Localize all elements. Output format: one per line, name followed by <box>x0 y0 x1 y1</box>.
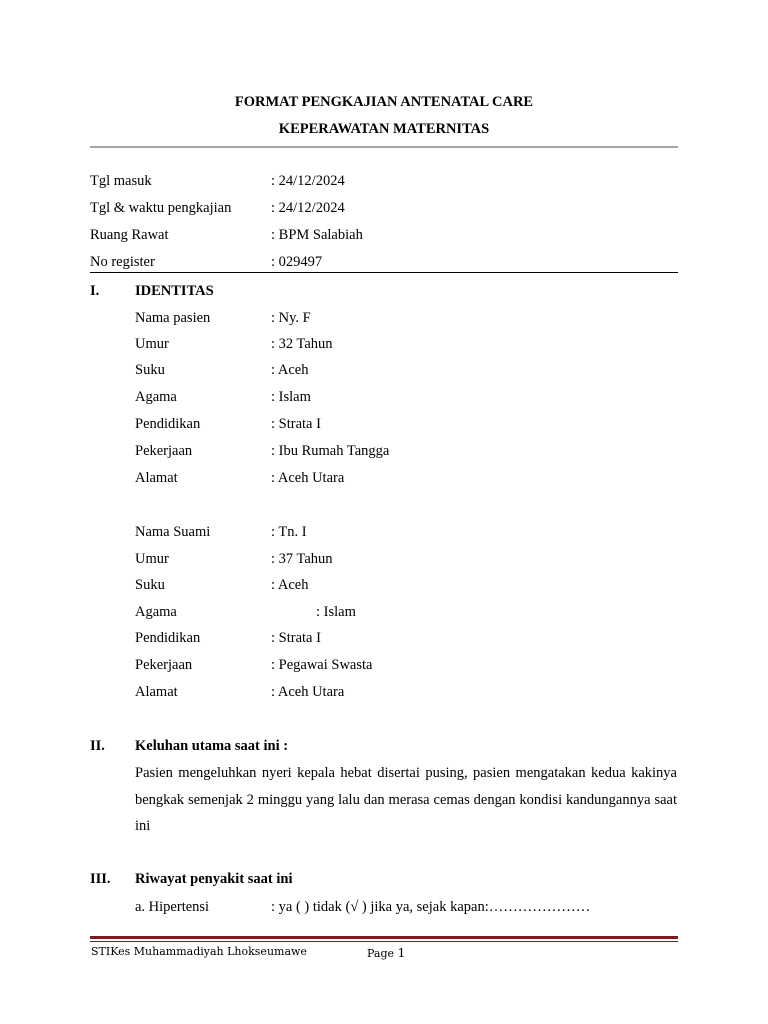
admin-label-tgl-masuk: Tgl masuk <box>90 173 152 189</box>
footer-page-number: 1 <box>397 945 406 960</box>
admin-divider <box>90 272 678 273</box>
admin-label-ruang: Ruang Rawat <box>90 227 169 243</box>
admin-value-ruang: : BPM Salabiah <box>271 227 363 243</box>
husband-label: Umur <box>135 551 169 567</box>
footer-page-label: Page <box>367 947 395 960</box>
husband-label: Pendidikan <box>135 630 201 646</box>
patient-label: Umur <box>135 336 169 352</box>
footer-rule-thick <box>90 936 678 939</box>
admin-value-tgl-masuk: : 24/12/2024 <box>271 173 345 189</box>
patient-value: : 32 Tahun <box>271 336 333 352</box>
complaint-paragraph: Pasien mengeluhkan nyeri kepala hebat disertai pusing, pasien mengatakan kedua kakinya bengkak semenjak 2 minggu yang lalu dan merasa cemas dengan kondisi kandungannya saat ini <box>135 765 677 834</box>
section-3-heading: Riwayat penyakit saat ini <box>135 871 293 887</box>
hypertension-value: : ya ( ) tidak (√ ) jika ya, sejak kapan:………………… <box>271 899 591 915</box>
husband-value: : Tn. I <box>271 524 307 540</box>
section-2-number: II. <box>90 738 105 754</box>
patient-label: Pekerjaan <box>135 443 193 459</box>
hypertension-label: a. Hipertensi <box>135 899 210 915</box>
section-1-heading: IDENTITAS <box>135 283 214 299</box>
admin-value-register: : 029497 <box>271 254 323 270</box>
husband-value: : Strata I <box>271 630 321 646</box>
patient-label: Pendidikan <box>135 416 201 432</box>
section-2-heading: Keluhan utama saat ini : <box>135 738 289 754</box>
husband-value: : Aceh Utara <box>271 684 345 700</box>
husband-value: : 37 Tahun <box>271 551 333 567</box>
patient-label: Nama pasien <box>135 310 211 326</box>
admin-value-tgl-waktu: : 24/12/2024 <box>271 200 345 216</box>
husband-label: Alamat <box>135 684 178 700</box>
husband-value: : Islam <box>316 604 356 620</box>
footer-rule-thin <box>90 941 678 942</box>
husband-value: : Aceh <box>271 577 309 593</box>
husband-label: Agama <box>135 604 177 620</box>
patient-label: Suku <box>135 362 165 378</box>
husband-label: Suku <box>135 577 165 593</box>
patient-value: : Ibu Rumah Tangga <box>271 443 390 459</box>
footer-institution: STIKes Muhammadiyah Lhokseumawe <box>91 945 307 958</box>
patient-value: : Aceh <box>271 362 309 378</box>
patient-value: : Ny. F <box>271 310 311 326</box>
document-subtitle: KEPERAWATAN MATERNITAS <box>278 121 490 137</box>
patient-label: Agama <box>135 389 177 405</box>
footer-page <box>367 945 405 960</box>
husband-value: : Pegawai Swasta <box>271 657 373 673</box>
header-divider <box>90 146 678 148</box>
section-3-number: III. <box>90 871 111 887</box>
patient-value: : Aceh Utara <box>271 470 345 486</box>
section-1-number: I. <box>90 283 100 299</box>
patient-value: : Islam <box>271 389 311 405</box>
admin-label-tgl-waktu: Tgl & waktu pengkajian <box>90 200 232 216</box>
patient-label: Alamat <box>135 470 178 486</box>
admin-label-register: No register <box>90 254 155 270</box>
patient-value: : Strata I <box>271 416 321 432</box>
husband-label: Pekerjaan <box>135 657 193 673</box>
document-title: FORMAT PENGKAJIAN ANTENATAL CARE <box>234 94 534 110</box>
husband-label: Nama Suami <box>135 524 211 540</box>
